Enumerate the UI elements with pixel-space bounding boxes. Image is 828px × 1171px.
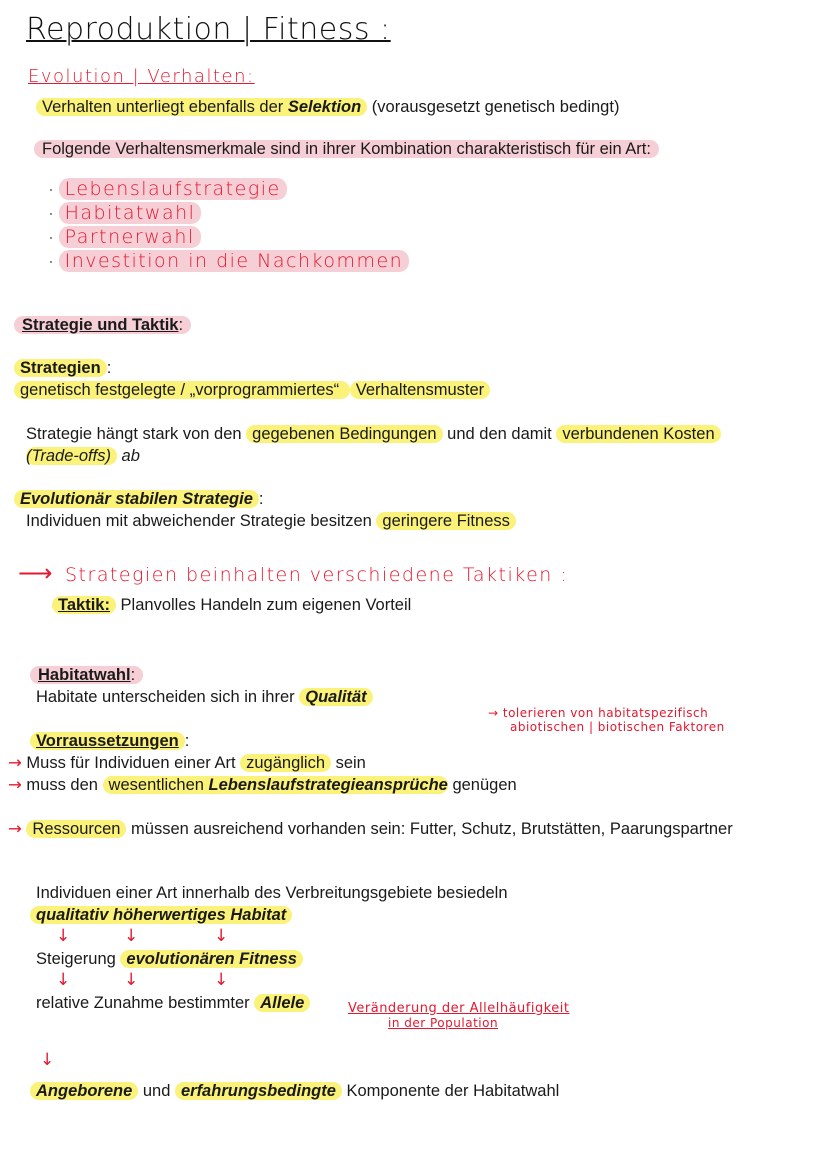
taktik-def: Taktik: Planvolles Handeln zum eigenen Vorteil [52, 594, 411, 616]
down-arrow-icon: ↓ [40, 1050, 55, 1070]
habitat-quality: Habitate unterscheiden sich in ihrer Qualität [36, 686, 373, 708]
taktik-note: ⟶ Strategien beinhalten verschiedene Taktiken : [18, 559, 569, 587]
arrow-right-icon: → [8, 819, 22, 838]
page-title: Reproduktion | Fitness : [26, 12, 391, 47]
chain-step-3: relative Zunahme bestimmter Allele [36, 992, 310, 1014]
evolution-line2: Folgende Verhaltensmerkmale sind in ihrer Kombination charakteristisch für ein Art: [34, 138, 659, 160]
strategien-label: Strategien : [14, 357, 111, 379]
final-line: Angeborene und erfahrungsbedingte Komponente der Habitatwahl [30, 1080, 559, 1102]
strategie-depends: Strategie hängt stark von den gegebenen Bedingungen und den damit verbundenen Kosten [26, 423, 721, 445]
arrow-right-icon: → [8, 775, 22, 794]
down-arrow-icon: ↓ [56, 970, 71, 990]
list-item: · Investition in die Nachkommen [48, 250, 409, 274]
ess-label: Evolutionär stabilen Strategie : [14, 488, 263, 510]
list-item: · Partnerwahl [48, 226, 409, 250]
arrow-right-icon: → [8, 753, 22, 772]
chain-step-1: Individuen einer Art innerhalb des Verbreitungsgebiete besiedeln [36, 884, 508, 902]
down-arrow-icon: ↓ [56, 926, 71, 946]
down-arrow-icon: ↓ [124, 926, 139, 946]
down-arrow-icon: ↓ [124, 970, 139, 990]
vorraussetzung-1: → Muss für Individuen einer Art zugänglich sein [8, 753, 366, 772]
ess-def: Individuen mit abweichender Strategie besitzen geringere Fitness [26, 510, 516, 532]
chain-step-1b: qualitativ höherwertiges Habitat [30, 904, 292, 926]
strategie-depends-2: (Trade-offs) ab [26, 447, 140, 465]
vorraussetzung-3: → Ressourcen müssen ausreichend vorhanden sein: Futter, Schutz, Brutstätten, Paarungspartner [8, 819, 733, 838]
vorraussetzungen-label: Vorraussetzungen : [30, 730, 189, 752]
down-arrow-icon: ↓ [214, 926, 229, 946]
evolution-line1: Verhalten unterliegt ebenfalls der Selektion (vorausgesetzt genetisch bedingt) [36, 96, 619, 118]
down-arrow-icon: ↓ [214, 970, 229, 990]
vorraussetzung-2: → muss den wesentlichen Lebenslaufstrategieansprüche genügen [8, 775, 517, 794]
habitat-heading: Habitatwahl: [30, 664, 143, 686]
arrow-right-icon: ⟶ [18, 559, 53, 587]
bullet-list [48, 178, 409, 274]
list-item: · Lebenslaufstrategie [48, 178, 409, 202]
habitat-side-note: → tolerieren von habitatspezifisch abiotischen | biotischen Faktoren [488, 706, 725, 734]
chain-step-2: Steigerung evolutionären Fitness [36, 948, 303, 970]
strategie-heading: Strategie und Taktik: [14, 314, 191, 336]
evolution-heading: Evolution | Verhalten: [28, 66, 255, 87]
allele-note: Veränderung der Allelhäufigkeit in der Population [348, 1001, 570, 1030]
strategien-def: genetisch festgelegte / „vorprogrammiertes“ Verhaltensmuster [14, 379, 490, 401]
list-item: · Habitatwahl [48, 202, 409, 226]
